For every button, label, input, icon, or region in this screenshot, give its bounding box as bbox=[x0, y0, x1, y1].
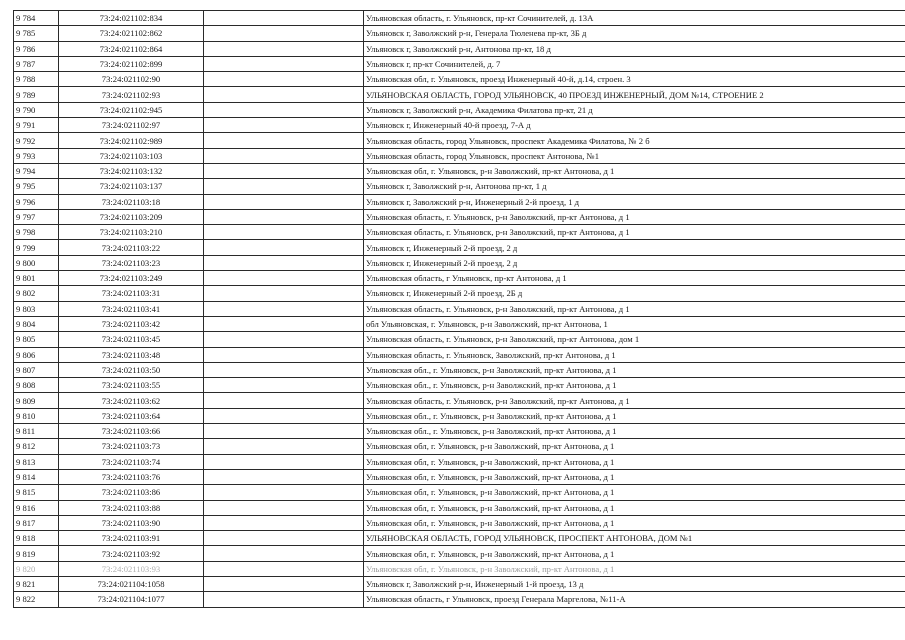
empty-cell bbox=[204, 56, 364, 71]
cadastral-number-cell: 73:24:021102:93 bbox=[59, 87, 204, 102]
row-number-cell: 9 788 bbox=[14, 72, 59, 87]
address-cell: УЛЬЯНОВСКАЯ ОБЛАСТЬ, ГОРОД УЛЬЯНОВСК, ПРОСПЕКТ АНТОНОВА, ДОМ №1 bbox=[364, 531, 905, 546]
address-cell: Ульяновск г, Инженерный 40-й проезд, 7-А д bbox=[364, 118, 905, 133]
row-number-cell: 9 808 bbox=[14, 378, 59, 393]
address-cell: Ульяновская область, г. Ульяновск, р-н Заволжский, пр-кт Антонова, дом 1 bbox=[364, 332, 905, 347]
empty-cell bbox=[204, 194, 364, 209]
empty-cell bbox=[204, 546, 364, 561]
address-cell: Ульяновская область, г. Ульяновск, р-н Заволжский, пр-кт Антонова, д 1 bbox=[364, 301, 905, 316]
empty-cell bbox=[204, 41, 364, 56]
cadastral-number-cell: 73:24:021103:74 bbox=[59, 454, 204, 469]
table-row bbox=[14, 102, 905, 117]
row-number-cell: 9 814 bbox=[14, 469, 59, 484]
empty-cell bbox=[204, 163, 364, 178]
table-row bbox=[14, 255, 905, 270]
cadastral-number-cell: 73:24:021102:989 bbox=[59, 133, 204, 148]
row-number-cell: 9 804 bbox=[14, 316, 59, 331]
cadastral-number-cell: 73:24:021103:103 bbox=[59, 148, 204, 163]
address-cell: Ульяновская обл, г. Ульяновск, проезд Инженерный 40-й, д.14, строен. 3 bbox=[364, 72, 905, 87]
cadastral-number-cell: 73:24:021103:41 bbox=[59, 301, 204, 316]
table-row bbox=[14, 286, 905, 301]
empty-cell bbox=[204, 87, 364, 102]
table-row bbox=[14, 378, 905, 393]
empty-cell bbox=[204, 531, 364, 546]
cadastral-number-cell: 73:24:021103:42 bbox=[59, 316, 204, 331]
table-row bbox=[14, 515, 905, 530]
row-number-cell: 9 803 bbox=[14, 301, 59, 316]
empty-cell bbox=[204, 576, 364, 591]
address-cell: Ульяновская область, город Ульяновск, проспект Академика Филатова, № 2 б bbox=[364, 133, 905, 148]
table-row bbox=[14, 393, 905, 408]
registry-sheet bbox=[13, 10, 890, 608]
address-cell: Ульяновская обл., г. Ульяновск, р-н Заволжский, пр-кт Антонова, д 1 bbox=[364, 408, 905, 423]
row-number-cell: 9 791 bbox=[14, 118, 59, 133]
cadastral-number-cell: 73:24:021103:50 bbox=[59, 362, 204, 377]
row-number-cell: 9 817 bbox=[14, 515, 59, 530]
row-number-cell: 9 798 bbox=[14, 225, 59, 240]
address-cell: Ульяновская обл., г. Ульяновск, р-н Заволжский, пр-кт Антонова, д 1 bbox=[364, 362, 905, 377]
row-number-cell: 9 790 bbox=[14, 102, 59, 117]
address-cell: Ульяновская обл, г. Ульяновск, р-н Заволжский, пр-кт Антонова, д 1 bbox=[364, 485, 905, 500]
cadastral-number-cell: 73:24:021104:1058 bbox=[59, 576, 204, 591]
cadastral-number-cell: 73:24:021103:66 bbox=[59, 424, 204, 439]
empty-cell bbox=[204, 515, 364, 530]
cadastral-number-cell: 73:24:021103:90 bbox=[59, 515, 204, 530]
table-row bbox=[14, 271, 905, 286]
empty-cell bbox=[204, 316, 364, 331]
empty-cell bbox=[204, 255, 364, 270]
table-row bbox=[14, 133, 905, 148]
empty-cell bbox=[204, 26, 364, 41]
table-row bbox=[14, 148, 905, 163]
address-cell: Ульяновская область, г. Ульяновск, р-н Заволжский, пр-кт Антонова, д 1 bbox=[364, 225, 905, 240]
address-cell: Ульяновская обл, г. Ульяновск, р-н Заволжский, пр-кт Антонова, д 1 bbox=[364, 163, 905, 178]
cadastral-number-cell: 73:24:021103:86 bbox=[59, 485, 204, 500]
empty-cell bbox=[204, 102, 364, 117]
address-cell: Ульяновская область, г. Ульяновск, р-н Заволжский, пр-кт Антонова, д 1 bbox=[364, 393, 905, 408]
table-row bbox=[14, 163, 905, 178]
cadastral-number-cell: 73:24:021103:93 bbox=[59, 561, 204, 576]
address-cell: Ульяновская область, город Ульяновск, проспект Антонова, №1 bbox=[364, 148, 905, 163]
table-row bbox=[14, 240, 905, 255]
row-number-cell: 9 819 bbox=[14, 546, 59, 561]
table-row bbox=[14, 485, 905, 500]
address-cell: Ульяновская обл, г. Ульяновск, р-н Заволжский, пр-кт Антонова, д 1 bbox=[364, 439, 905, 454]
row-number-cell: 9 801 bbox=[14, 271, 59, 286]
address-cell: Ульяновская обл., г. Ульяновск, р-н Заволжский, пр-кт Антонова, д 1 bbox=[364, 378, 905, 393]
address-cell: Ульяновская обл, г. Ульяновск, р-н Заволжский, пр-кт Антонова, д 1 bbox=[364, 500, 905, 515]
table-row bbox=[14, 72, 905, 87]
empty-cell bbox=[204, 362, 364, 377]
table-row bbox=[14, 301, 905, 316]
row-number-cell: 9 799 bbox=[14, 240, 59, 255]
row-number-cell: 9 818 bbox=[14, 531, 59, 546]
row-number-cell: 9 795 bbox=[14, 179, 59, 194]
empty-cell bbox=[204, 209, 364, 224]
cadastral-number-cell: 73:24:021103:31 bbox=[59, 286, 204, 301]
table-row bbox=[14, 454, 905, 469]
row-number-cell: 9 796 bbox=[14, 194, 59, 209]
cadastral-number-cell: 73:24:021102:864 bbox=[59, 41, 204, 56]
table-row bbox=[14, 41, 905, 56]
empty-cell bbox=[204, 225, 364, 240]
empty-cell bbox=[204, 469, 364, 484]
address-cell: Ульяновская обл, г. Ульяновск, р-н Заволжский, пр-кт Антонова, д 1 bbox=[364, 454, 905, 469]
cadastral-number-cell: 73:24:021103:76 bbox=[59, 469, 204, 484]
cadastral-number-cell: 73:24:021103:45 bbox=[59, 332, 204, 347]
row-number-cell: 9 802 bbox=[14, 286, 59, 301]
table-row bbox=[14, 576, 905, 591]
cadastral-number-cell: 73:24:021102:945 bbox=[59, 102, 204, 117]
address-cell: Ульяновск г, Инженерный 2-й проезд, 2Б д bbox=[364, 286, 905, 301]
table-row bbox=[14, 316, 905, 331]
empty-cell bbox=[204, 286, 364, 301]
registry-table bbox=[13, 10, 905, 608]
table-row bbox=[14, 362, 905, 377]
table-row bbox=[14, 209, 905, 224]
row-number-cell: 9 820 bbox=[14, 561, 59, 576]
address-cell: Ульяновская область, г. Ульяновск, Заволжский, пр-кт Антонова, д 1 bbox=[364, 347, 905, 362]
address-cell: Ульяновская область, г. Ульяновск, пр-кт Сочинителей, д. 13А bbox=[364, 11, 905, 26]
cadastral-number-cell: 73:24:021102:862 bbox=[59, 26, 204, 41]
empty-cell bbox=[204, 179, 364, 194]
address-cell: Ульяновская обл, г. Ульяновск, р-н Заволжский, пр-кт Антонова, д 1 bbox=[364, 561, 905, 576]
table-row bbox=[14, 179, 905, 194]
row-number-cell: 9 806 bbox=[14, 347, 59, 362]
cadastral-number-cell: 73:24:021103:132 bbox=[59, 163, 204, 178]
address-cell: Ульяновск г, Заволжский р-н, Инженерный 2-й проезд, 1 д bbox=[364, 194, 905, 209]
address-cell: Ульяновская область, г. Ульяновск, р-н Заволжский, пр-кт Антонова, д 1 bbox=[364, 209, 905, 224]
table-row bbox=[14, 118, 905, 133]
empty-cell bbox=[204, 500, 364, 515]
address-cell: обл Ульяновская, г. Ульяновск, р-н Заволжский, пр-кт Антонова, 1 bbox=[364, 316, 905, 331]
address-cell: Ульяновск г, Заволжский р-н, Академика Филатова пр-кт, 21 д bbox=[364, 102, 905, 117]
cadastral-number-cell: 73:24:021103:137 bbox=[59, 179, 204, 194]
table-row bbox=[14, 225, 905, 240]
address-cell: Ульяновская обл., г. Ульяновск, р-н Заволжский, пр-кт Антонова, д 1 bbox=[364, 424, 905, 439]
cadastral-number-cell: 73:24:021103:209 bbox=[59, 209, 204, 224]
table-row bbox=[14, 11, 905, 26]
table-row bbox=[14, 531, 905, 546]
cadastral-number-cell: 73:24:021102:97 bbox=[59, 118, 204, 133]
table-row bbox=[14, 408, 905, 423]
empty-cell bbox=[204, 347, 364, 362]
empty-cell bbox=[204, 424, 364, 439]
row-number-cell: 9 797 bbox=[14, 209, 59, 224]
table-row bbox=[14, 194, 905, 209]
cadastral-number-cell: 73:24:021103:210 bbox=[59, 225, 204, 240]
table-row bbox=[14, 439, 905, 454]
row-number-cell: 9 786 bbox=[14, 41, 59, 56]
row-number-cell: 9 785 bbox=[14, 26, 59, 41]
table-row bbox=[14, 87, 905, 102]
cadastral-number-cell: 73:24:021104:1077 bbox=[59, 592, 204, 607]
empty-cell bbox=[204, 439, 364, 454]
empty-cell bbox=[204, 11, 364, 26]
address-cell: Ульяновск г, Заволжский р-н, Инженерный 1-й проезд, 13 д bbox=[364, 576, 905, 591]
row-number-cell: 9 822 bbox=[14, 592, 59, 607]
table-row bbox=[14, 347, 905, 362]
cadastral-number-cell: 73:24:021103:73 bbox=[59, 439, 204, 454]
row-number-cell: 9 793 bbox=[14, 148, 59, 163]
row-number-cell: 9 816 bbox=[14, 500, 59, 515]
cadastral-number-cell: 73:24:021102:899 bbox=[59, 56, 204, 71]
cadastral-number-cell: 73:24:021103:92 bbox=[59, 546, 204, 561]
address-cell: Ульяновская обл, г. Ульяновск, р-н Заволжский, пр-кт Антонова, д 1 bbox=[364, 546, 905, 561]
empty-cell bbox=[204, 133, 364, 148]
row-number-cell: 9 807 bbox=[14, 362, 59, 377]
table-row bbox=[14, 592, 905, 607]
row-number-cell: 9 784 bbox=[14, 11, 59, 26]
row-number-cell: 9 809 bbox=[14, 393, 59, 408]
cadastral-number-cell: 73:24:021103:249 bbox=[59, 271, 204, 286]
table-row bbox=[14, 424, 905, 439]
cadastral-number-cell: 73:24:021103:23 bbox=[59, 255, 204, 270]
cadastral-number-cell: 73:24:021103:22 bbox=[59, 240, 204, 255]
address-cell: Ульяновск г, пр-кт Сочинителей, д. 7 bbox=[364, 56, 905, 71]
address-cell: Ульяновская обл, г. Ульяновск, р-н Заволжский, пр-кт Антонова, д 1 bbox=[364, 469, 905, 484]
address-cell: Ульяновская область, г Ульяновск, проезд Генерала Маргелова, №11-А bbox=[364, 592, 905, 607]
table-row bbox=[14, 546, 905, 561]
cadastral-number-cell: 73:24:021103:88 bbox=[59, 500, 204, 515]
empty-cell bbox=[204, 148, 364, 163]
address-cell: Ульяновск г, Инженерный 2-й проезд, 2 д bbox=[364, 255, 905, 270]
address-cell: Ульяновская обл, г. Ульяновск, р-н Заволжский, пр-кт Антонова, д 1 bbox=[364, 515, 905, 530]
table-row bbox=[14, 26, 905, 41]
cadastral-number-cell: 73:24:021103:64 bbox=[59, 408, 204, 423]
address-cell: Ульяновск г, Заволжский р-н, Антонова пр-кт, 1 д bbox=[364, 179, 905, 194]
cadastral-number-cell: 73:24:021103:91 bbox=[59, 531, 204, 546]
row-number-cell: 9 792 bbox=[14, 133, 59, 148]
empty-cell bbox=[204, 393, 364, 408]
empty-cell bbox=[204, 332, 364, 347]
row-number-cell: 9 787 bbox=[14, 56, 59, 71]
address-cell: Ульяновская область, г Ульяновск, пр-кт Антонова, д 1 bbox=[364, 271, 905, 286]
row-number-cell: 9 821 bbox=[14, 576, 59, 591]
registry-table-body bbox=[14, 11, 905, 608]
empty-cell bbox=[204, 454, 364, 469]
table-row bbox=[14, 332, 905, 347]
row-number-cell: 9 805 bbox=[14, 332, 59, 347]
row-number-cell: 9 794 bbox=[14, 163, 59, 178]
empty-cell bbox=[204, 378, 364, 393]
table-row bbox=[14, 500, 905, 515]
address-cell: Ульяновск г, Заволжский р-н, Антонова пр-кт, 18 д bbox=[364, 41, 905, 56]
cadastral-number-cell: 73:24:021103:18 bbox=[59, 194, 204, 209]
row-number-cell: 9 789 bbox=[14, 87, 59, 102]
address-cell: УЛЬЯНОВСКАЯ ОБЛАСТЬ, ГОРОД УЛЬЯНОВСК, 40 ПРОЕЗД ИНЖЕНЕРНЫЙ, ДОМ №14, СТРОЕНИЕ 2 bbox=[364, 87, 905, 102]
empty-cell bbox=[204, 592, 364, 607]
table-row bbox=[14, 56, 905, 71]
empty-cell bbox=[204, 561, 364, 576]
table-row bbox=[14, 469, 905, 484]
cadastral-number-cell: 73:24:021102:834 bbox=[59, 11, 204, 26]
row-number-cell: 9 811 bbox=[14, 424, 59, 439]
row-number-cell: 9 810 bbox=[14, 408, 59, 423]
row-number-cell: 9 800 bbox=[14, 255, 59, 270]
empty-cell bbox=[204, 118, 364, 133]
empty-cell bbox=[204, 301, 364, 316]
table-row bbox=[14, 561, 905, 576]
address-cell: Ульяновск г, Заволжский р-н, Генерала Тюленева пр-кт, 3Б д bbox=[364, 26, 905, 41]
empty-cell bbox=[204, 72, 364, 87]
row-number-cell: 9 813 bbox=[14, 454, 59, 469]
empty-cell bbox=[204, 485, 364, 500]
empty-cell bbox=[204, 240, 364, 255]
empty-cell bbox=[204, 408, 364, 423]
cadastral-number-cell: 73:24:021103:48 bbox=[59, 347, 204, 362]
row-number-cell: 9 815 bbox=[14, 485, 59, 500]
empty-cell bbox=[204, 271, 364, 286]
cadastral-number-cell: 73:24:021102:90 bbox=[59, 72, 204, 87]
row-number-cell: 9 812 bbox=[14, 439, 59, 454]
cadastral-number-cell: 73:24:021103:55 bbox=[59, 378, 204, 393]
address-cell: Ульяновск г, Инженерный 2-й проезд, 2 д bbox=[364, 240, 905, 255]
cadastral-number-cell: 73:24:021103:62 bbox=[59, 393, 204, 408]
